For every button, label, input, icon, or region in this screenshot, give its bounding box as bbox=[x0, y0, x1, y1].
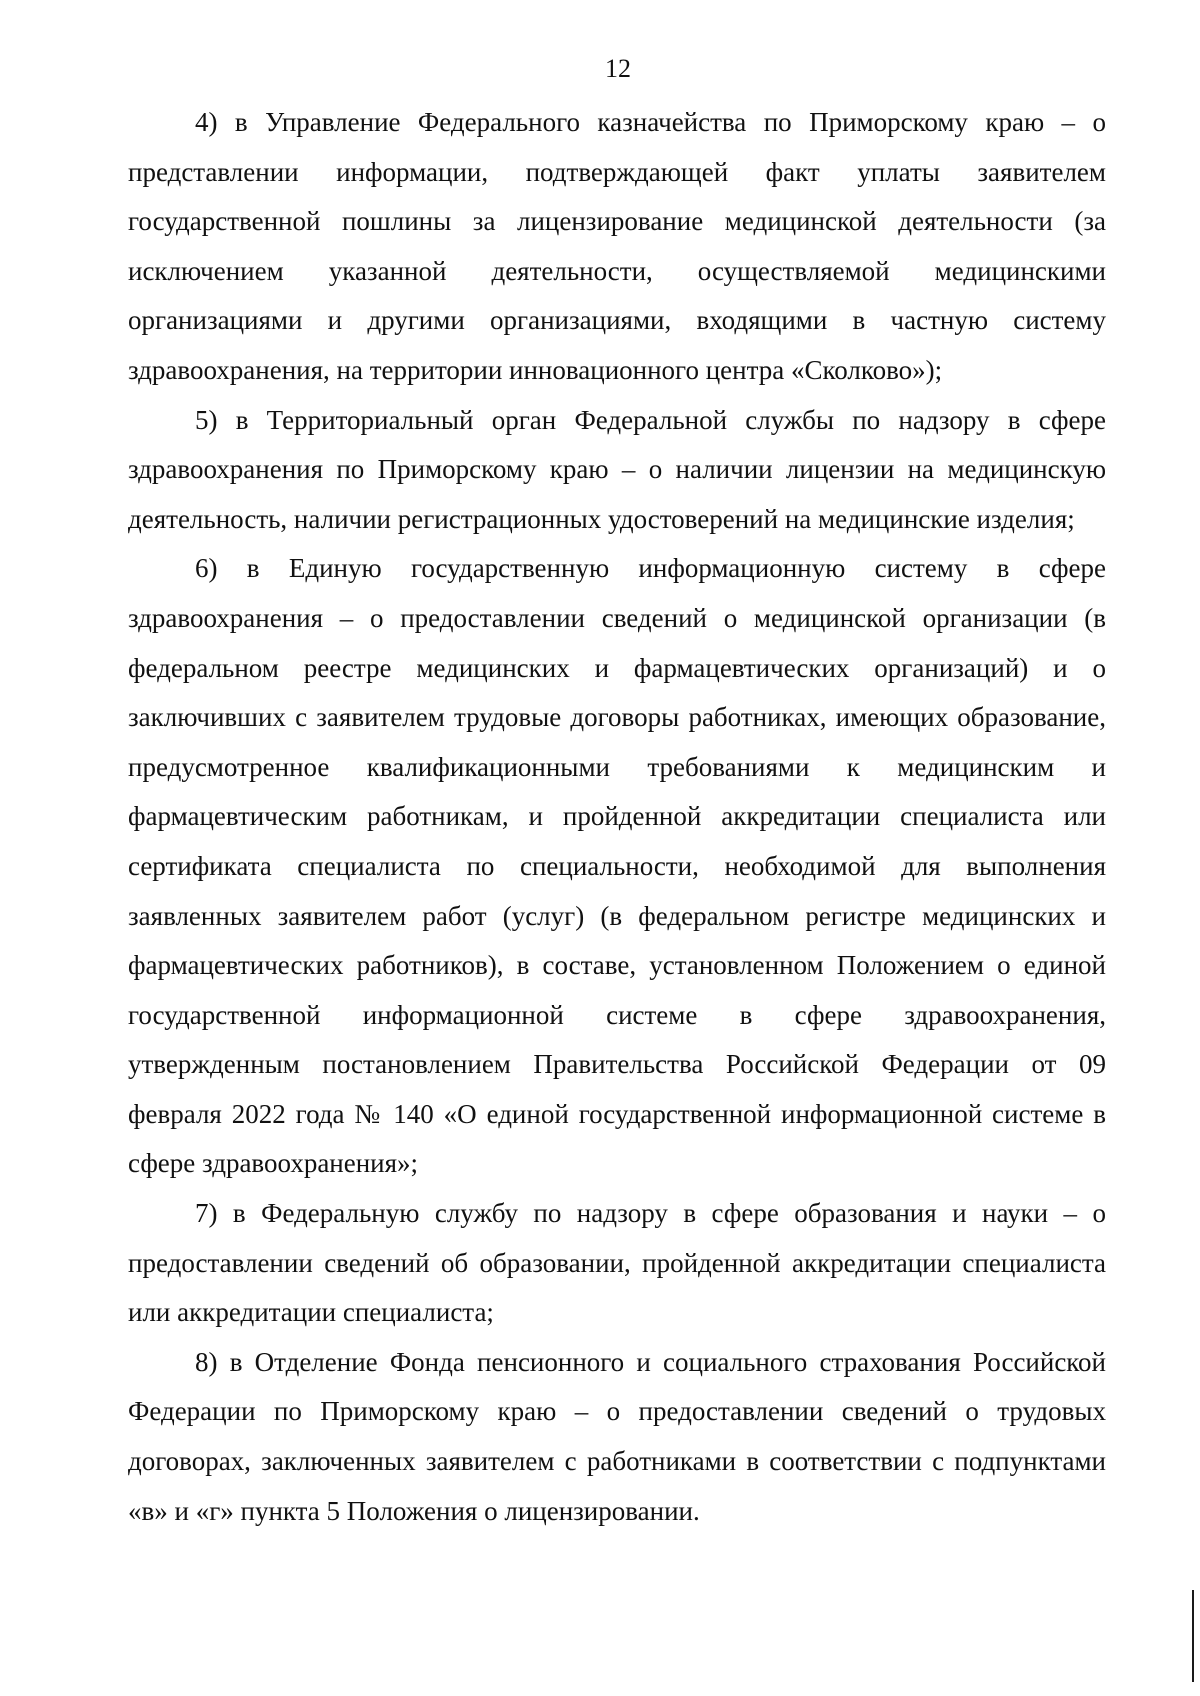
paragraph-item-5: 5) в Территориальный орган Федеральной службы по надзору в сфере здравоохранения по Приморскому краю – о наличии лицензии на медицинскую деятельность, наличии регистрационных удостоверений на медицинские изделия; bbox=[128, 404, 1106, 534]
page-number: 12 bbox=[605, 54, 631, 83]
paragraph-item-4: 4) в Управление Федерального казначейства по Приморскому краю – о представлении информации, подтверждающей факт уплаты заявителем государственной пошлины за лицензирование медицинской деятельности (за исключением указанной деятельности, осуществляемой медицинскими организациями и другими организациями, входящими в частную систему здравоохранения, на территории инновационного центра «Сколково»); bbox=[128, 107, 1106, 385]
scan-edge-mark bbox=[1192, 1590, 1194, 1682]
document-body bbox=[128, 98, 1106, 1536]
paragraph-item-8: 8) в Отделение Фонда пенсионного и социального страхования Российской Федерации по Приморскому краю – о предоставлении сведений о трудовых договорах, заключенных заявителем с работниками в соответствии с подпунктами «в» и «г» пункта 5 Положения о лицензировании. bbox=[128, 1346, 1106, 1526]
paragraph-item-6: 6) в Единую государственную информационную систему в сфере здравоохранения – о предоставлении сведений о медицинской организации (в федеральном реестре медицинских и фармацевтических организаций) и о заключивших с заявителем трудовые договоры работниках, имеющих образование, предусмотренное квалификационными требованиями к медицинским и фармацевтическим работникам, и пройденной аккредитации специалиста или сертификата специалиста по специальности, необходимой для выполнения заявленных заявителем работ (услуг) (в федеральном регистре медицинских и фармацевтических работников), в составе, установленном Положением о единой государственной информационной системе в сфере здравоохранения, утвержденным постановлением Правительства Российской Федерации от 09 февраля 2022 года № 140 «О единой государственной информационной системе в сфере здравоохранения»; bbox=[128, 553, 1106, 1179]
paragraph-item-7: 7) в Федеральную службу по надзору в сфере образования и науки – о предоставлении сведений об образовании, пройденной аккредитации специалиста или аккредитации специалиста; bbox=[128, 1198, 1106, 1328]
